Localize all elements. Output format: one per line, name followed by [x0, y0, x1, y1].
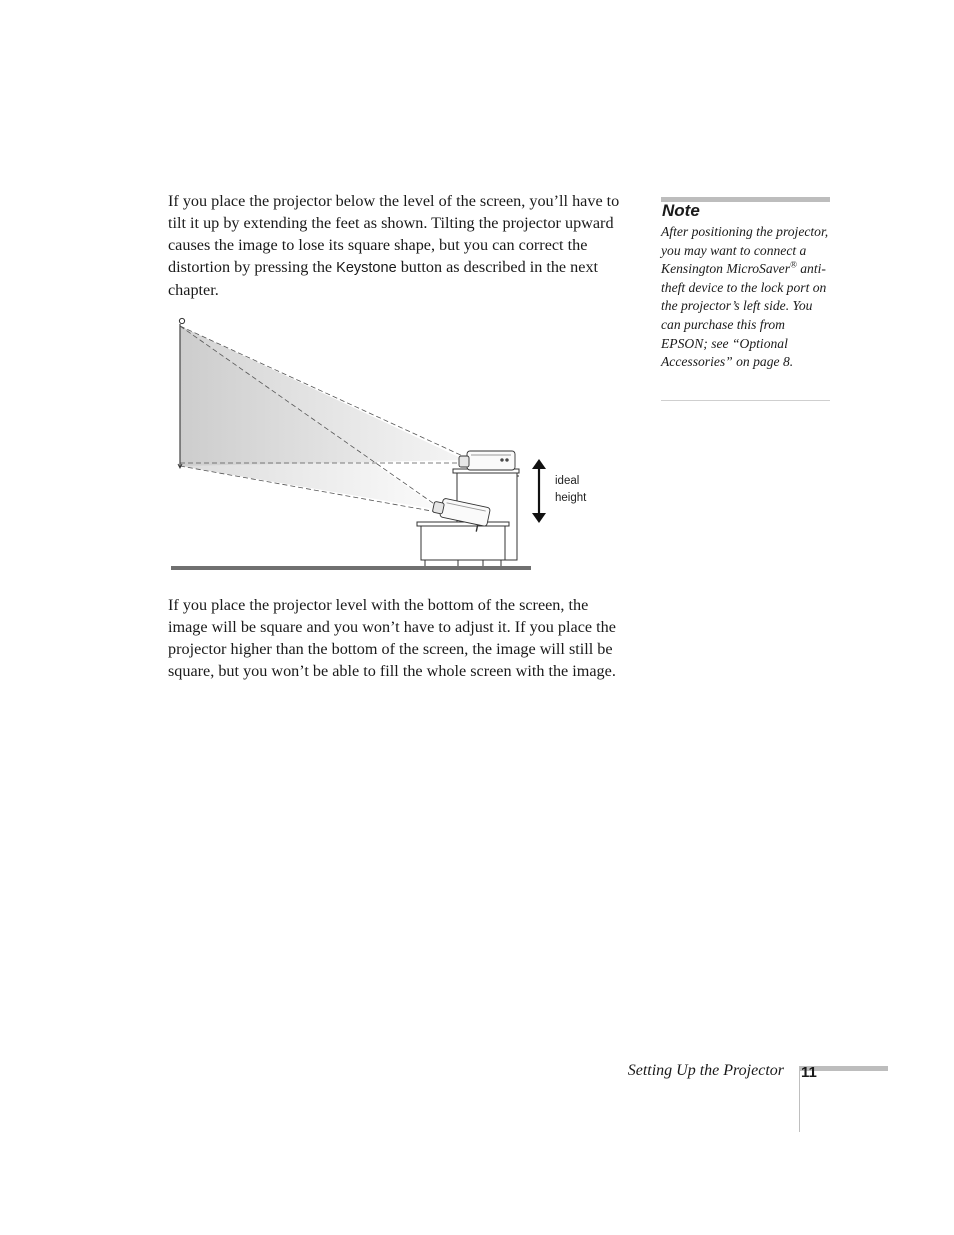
paragraph-keystone [168, 190, 630, 301]
ideal-height-label-line1: ideal [555, 475, 580, 487]
registered-mark: ® [790, 259, 797, 270]
footer-divider [799, 1066, 800, 1132]
projector-level [459, 451, 515, 470]
page-number: 11 [801, 1064, 817, 1081]
note-text-b: anti-theft device to the lock port on the projector’s left side. You can purchase this from EPSON; see “Optional Accessories” on page 8. [661, 261, 827, 370]
light-beam-upper [180, 326, 465, 466]
note-title: Note [662, 201, 700, 220]
p1-text-a: If you place the projector below the level of the screen, you’ll have to tilt it up by extending the feet as shown. Tilting the projector upward causes the image to lose its square shape, but you can correct the distortion by pressing the [168, 192, 620, 276]
double-arrow-icon [532, 459, 546, 523]
floor-line [171, 566, 531, 570]
note-text-a: After positioning the projector, you may want to connect a Kensington MicroSaver [661, 224, 829, 277]
ideal-height-label-line2: height [555, 492, 587, 504]
low-table [417, 522, 509, 567]
footer-section-title: Setting Up the Projector [627, 1062, 784, 1079]
p1-text-b: button as described in the next chapter. [168, 258, 599, 299]
paragraph-level: If you place the projector level with the bottom of the screen, the image will be square and you won’t have to adjust it. If you place the projector higher than the bottom of the screen, the image will still be square, but you won’t be able to fill the whole screen with the image. [168, 596, 616, 680]
note-body [661, 223, 831, 372]
note-bottom-rule [661, 400, 830, 401]
keystone-button-name: Keystone [336, 260, 397, 276]
projector-placement-figure [165, 312, 595, 574]
